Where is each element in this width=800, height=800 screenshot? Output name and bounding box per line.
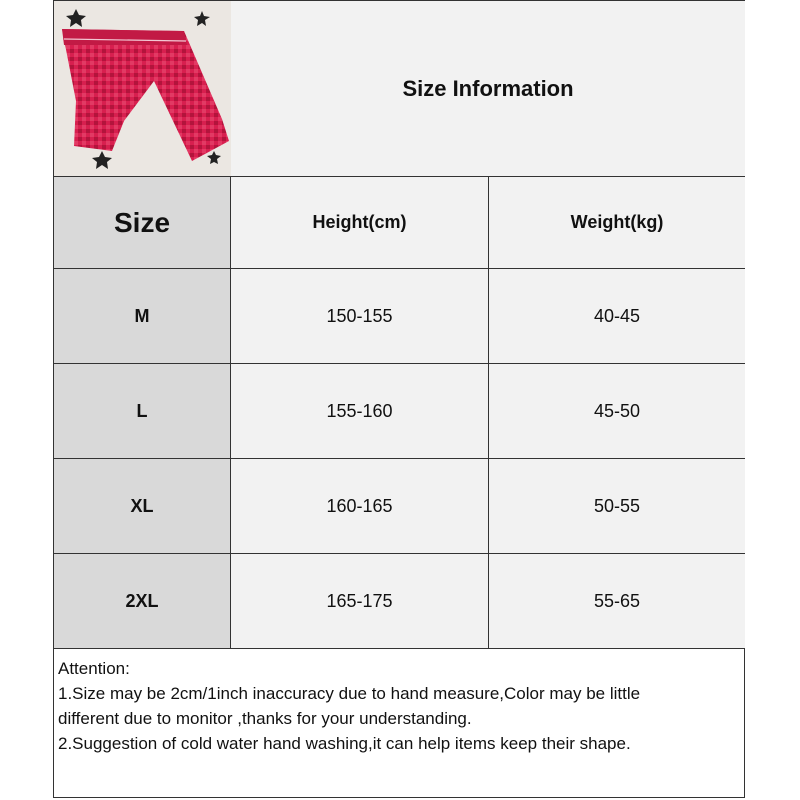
column-header-weight: Weight(kg) bbox=[489, 177, 745, 268]
notes-heading: Attention: bbox=[58, 659, 130, 678]
table-row bbox=[54, 459, 745, 554]
size-cell: L bbox=[54, 364, 231, 458]
height-cell: 150-155 bbox=[231, 269, 489, 363]
column-header-height: Height(cm) bbox=[231, 177, 489, 268]
table-row bbox=[54, 269, 745, 364]
table-row bbox=[54, 554, 745, 649]
product-photo bbox=[54, 1, 232, 176]
table-row bbox=[54, 364, 745, 459]
height-cell: 160-165 bbox=[231, 459, 489, 553]
size-cell: 2XL bbox=[54, 554, 231, 648]
weight-cell: 50-55 bbox=[489, 459, 745, 553]
weight-cell: 45-50 bbox=[489, 364, 745, 458]
size-table bbox=[54, 176, 745, 649]
weight-cell: 40-45 bbox=[489, 269, 745, 363]
note-line: 2.Suggestion of cold water hand washing,it can help items keep their shape. bbox=[58, 734, 631, 753]
height-cell: 165-175 bbox=[231, 554, 489, 648]
size-chart bbox=[53, 0, 745, 798]
title-cell bbox=[231, 1, 745, 176]
weight-cell: 55-65 bbox=[489, 554, 745, 648]
height-cell: 155-160 bbox=[231, 364, 489, 458]
size-cell: M bbox=[54, 269, 231, 363]
table-header-row bbox=[54, 177, 745, 269]
attention-notes bbox=[54, 654, 738, 756]
column-header-size: Size bbox=[54, 177, 231, 268]
pajama-pants-image bbox=[54, 1, 231, 176]
page-title: Size Information bbox=[402, 75, 574, 101]
note-line: 1.Size may be 2cm/1inch inaccuracy due to hand measure,Color may be little bbox=[58, 684, 641, 703]
size-cell: XL bbox=[54, 459, 231, 553]
note-line: different due to monitor ,thanks for your understanding. bbox=[58, 709, 472, 728]
